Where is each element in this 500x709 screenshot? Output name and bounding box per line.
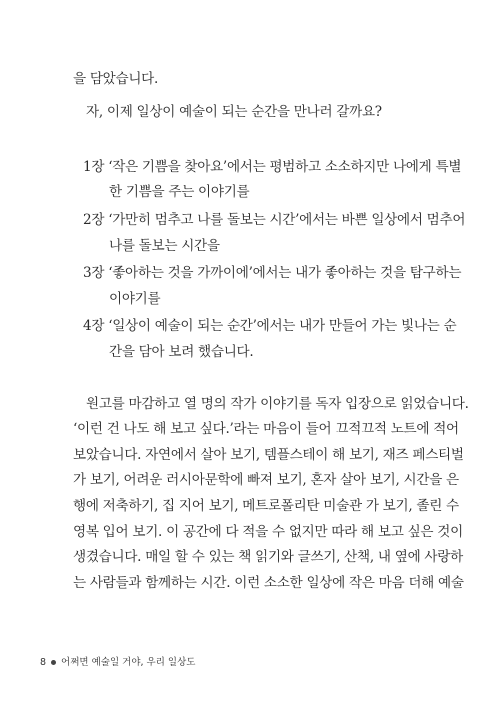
- intro-line-2: 자, 이제 일상이 예술이 되는 순간을 만나러 갈까요?: [86, 104, 382, 120]
- body-line-6: 영복 입어 보기. 이 공간에 다 적을 수 없지만 따라 해 보고 싶은 것이: [73, 524, 463, 540]
- chapter-4-line-2: 간을 담아 보려 했습니다.: [109, 344, 254, 360]
- body-line-4: 가 보기, 어려운 러시아문학에 빠져 보기, 혼자 살아 보기, 시간을 은: [73, 472, 459, 488]
- body-line-1: 원고를 마감하고 열 명의 작가 이야기를 독자 입장으로 읽었습니다.: [86, 396, 469, 412]
- body-line-8: 는 사람들과 함께하는 시간. 이런 소소한 일상에 작은 마음 더해 예술: [73, 575, 464, 591]
- running-title: 어쩌면 예술일 거야, 우리 일상도: [61, 657, 196, 668]
- bullet-dot-icon: [51, 660, 56, 665]
- page-footer: [40, 656, 195, 670]
- body-line-3: 보았습니다. 자연에서 살아 보기, 템플스테이 해 보기, 재즈 페스티벌: [73, 447, 464, 463]
- chapter-3-line-1: 3장 ‘좋아하는 것을 가까이에’에서는 내가 좋아하는 것을 탐구하는: [83, 265, 462, 281]
- body-line-7: 생겼습니다. 매일 할 수 있는 책 읽기와 글쓰기, 산책, 내 옆에 사랑하: [73, 549, 463, 565]
- intro-line-1: 을 담았습니다.: [73, 71, 159, 87]
- chapter-2-line-2: 나를 돌보는 시간을: [109, 238, 220, 254]
- chapter-1-line-2: 한 기쁨을 주는 이야기를: [109, 184, 250, 200]
- chapter-1-line-1: 1장 ‘작은 기쁨을 찾아요’에서는 평범하고 소소하지만 나에게 특별: [83, 159, 462, 175]
- body-line-2: ‘이런 건 나도 해 보고 싶다.’라는 마음이 들어 끄적끄적 노트에 적어: [73, 421, 459, 437]
- body-line-5: 행에 저축하기, 집 지어 보기, 메트로폴리탄 미술관 가 보기, 졸린 수: [73, 498, 459, 514]
- page-number: 8: [40, 657, 47, 668]
- chapter-2-line-1: 2장 ‘가만히 멈추고 나를 돌보는 시간’에서는 바쁜 일상에서 멈추어: [83, 212, 466, 228]
- chapter-3-line-2: 이야기를: [109, 291, 161, 307]
- chapter-4-line-1: 4장 ‘일상이 예술이 되는 순간’에서는 내가 만들어 가는 빛나는 순: [83, 318, 457, 334]
